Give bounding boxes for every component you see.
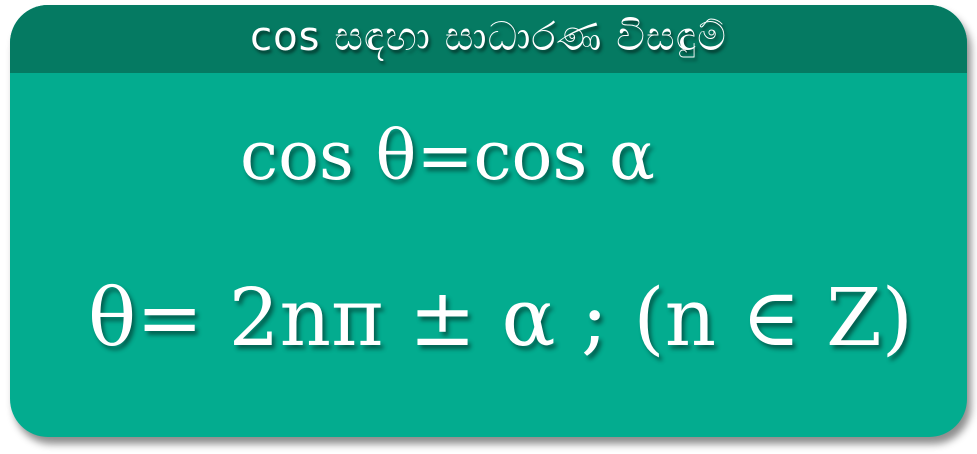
cos-equation: cos θ=cos α (240, 117, 655, 196)
general-solution-formula: θ= 2nπ ± α ; (n ∈ Z) (88, 271, 913, 364)
solution-card (10, 5, 967, 437)
header-title: cos සඳහා සාධාරණ විසඳුම් (250, 14, 727, 60)
card-header (10, 5, 967, 73)
